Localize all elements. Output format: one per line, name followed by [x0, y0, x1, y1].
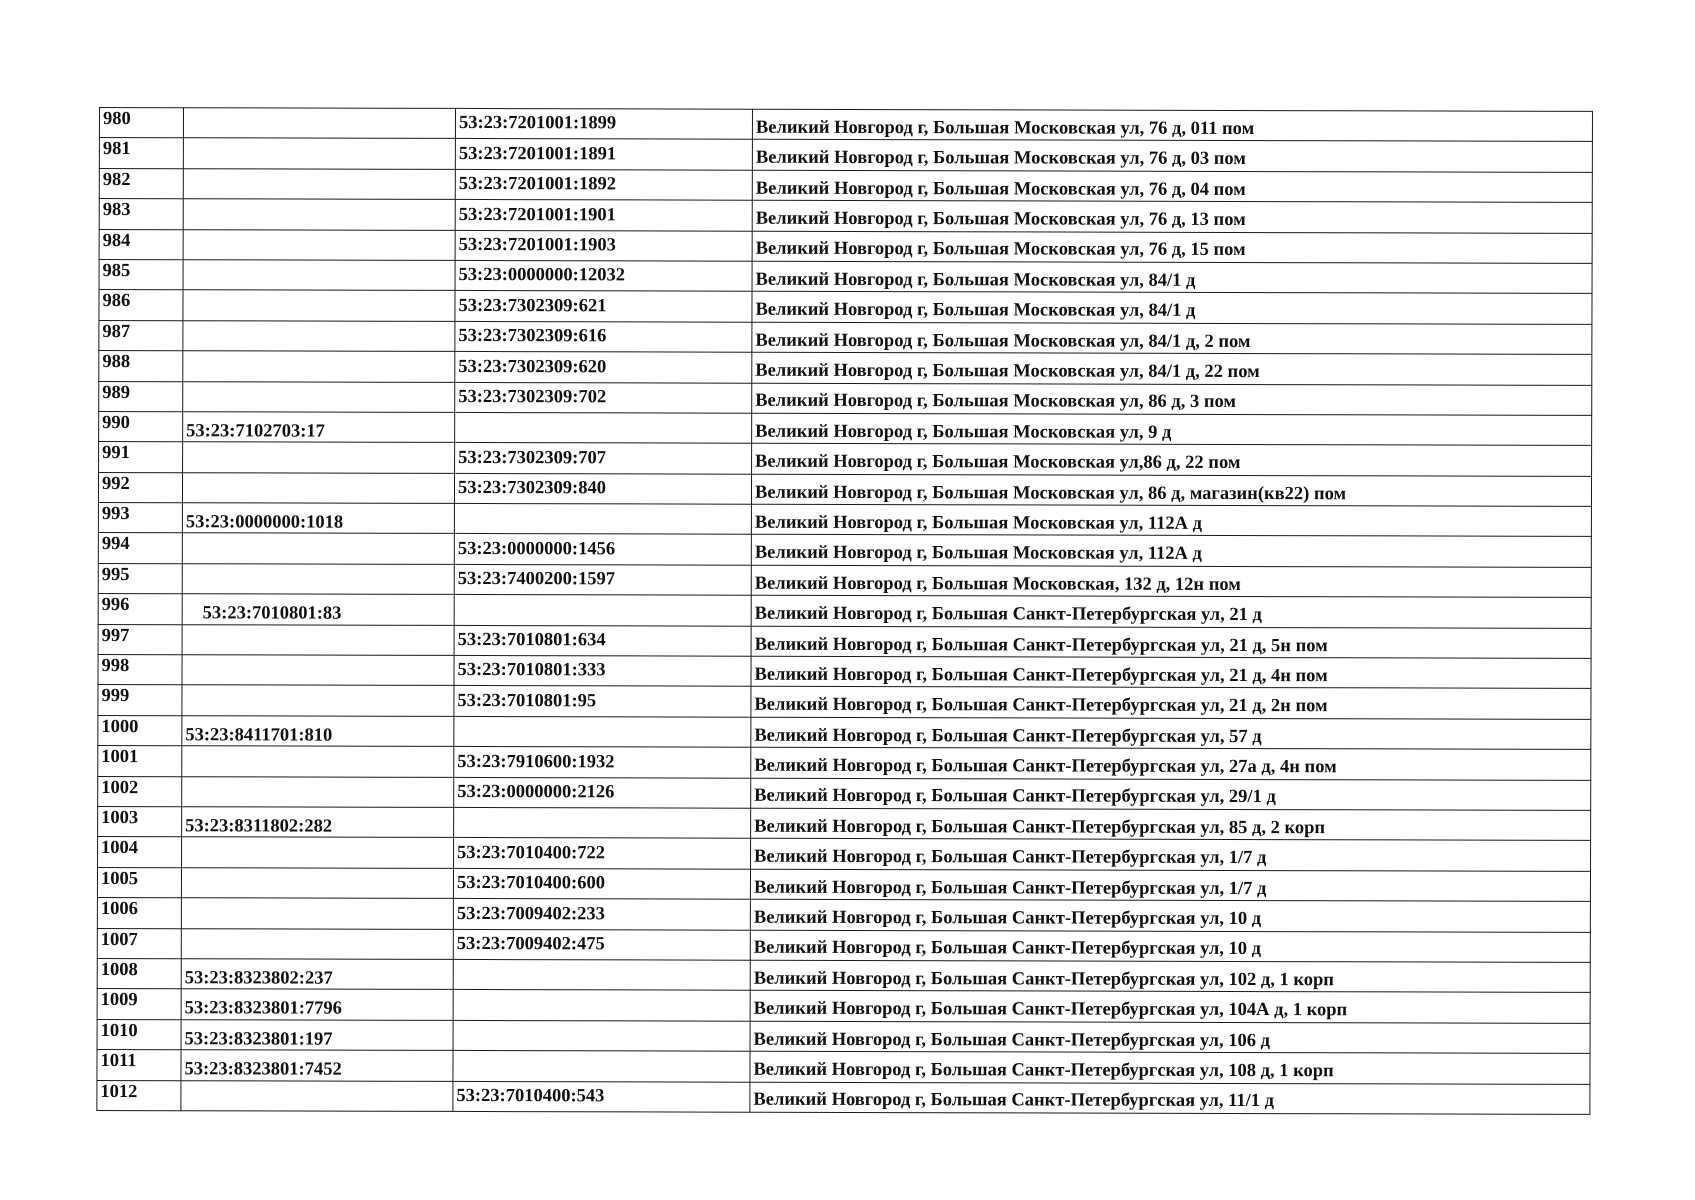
row-number-cell: 995: [98, 563, 182, 594]
address-cell: Великий Новгород г, Большая Московская ул, 84/1 д, 22 пом: [752, 352, 1592, 385]
land-cadastral-number-cell: 53:23:7010801:83: [182, 594, 454, 625]
table-row: [99, 229, 1592, 263]
table-row: [99, 351, 1592, 385]
address-cell: Великий Новгород г, Большая Санкт-Петербургская ул, 21 д, 5н пом: [751, 626, 1591, 659]
row-number-cell: 1008: [97, 958, 181, 989]
land-cadastral-number-cell: [182, 624, 454, 655]
row-number-cell: 997: [98, 624, 182, 655]
address-cell: Великий Новгород г, Большая Санкт-Петербургская ул, 21 д, 2н пом: [751, 687, 1591, 720]
object-cadastral-number-cell: 53:23:7201001:1903: [455, 230, 752, 261]
land-cadastral-number-cell: 53:23:8323802:237: [181, 959, 453, 990]
address-cell: Великий Новгород г, Большая Санкт-Петербургская ул, 108 д, 1 корп: [750, 1051, 1590, 1084]
object-cadastral-number-cell: 53:23:7201001:1901: [455, 200, 752, 231]
table-row: [97, 867, 1590, 901]
object-cadastral-number-cell: 53:23:7302309:702: [455, 382, 752, 413]
table-row: [98, 746, 1591, 780]
land-cadastral-number-cell: [183, 138, 455, 169]
row-number-cell: 1011: [97, 1050, 181, 1081]
address-cell: Великий Новгород г, Большая Московская ул, 86 д, 3 пом: [752, 383, 1592, 416]
table-row: [99, 138, 1592, 172]
land-cadastral-number-cell: [181, 1080, 453, 1111]
table-row: [98, 624, 1591, 658]
address-cell: Великий Новгород г, Большая Санкт-Петербургская ул, 10 д: [750, 930, 1590, 963]
table-row: [98, 503, 1591, 537]
address-cell: Великий Новгород г, Большая Санкт-Петербургская ул, 29/1 д: [751, 778, 1591, 811]
land-cadastral-number-cell: [183, 229, 455, 260]
land-cadastral-number-cell: [183, 199, 455, 230]
object-cadastral-number-cell: 53:23:0000000:12032: [455, 260, 752, 291]
row-number-cell: 991: [99, 442, 183, 473]
object-cadastral-number-cell: 53:23:7010400:600: [453, 868, 750, 899]
object-cadastral-number-cell: 53:23:7010801:95: [454, 686, 751, 717]
land-cadastral-number-cell: 53:23:8323801:7452: [181, 1050, 453, 1081]
address-cell: Великий Новгород г, Большая Московская ул, 112А д: [751, 504, 1591, 537]
object-cadastral-number-cell: 53:23:7910600:1932: [454, 747, 751, 778]
object-cadastral-number-cell: [455, 412, 752, 443]
table-row: [97, 1050, 1590, 1084]
land-cadastral-number-cell: 53:23:8411701:810: [182, 716, 454, 747]
table-row: [99, 199, 1592, 233]
row-number-cell: 989: [99, 381, 183, 412]
table-row: [99, 290, 1592, 324]
row-number-cell: 987: [99, 320, 183, 351]
table-row: [99, 442, 1592, 476]
table-row: [97, 928, 1590, 962]
object-cadastral-number-cell: 53:23:7400200:1597: [454, 564, 751, 595]
land-cadastral-number-cell: 53:23:8311802:282: [182, 807, 454, 838]
row-number-cell: 996: [98, 594, 182, 625]
address-cell: Великий Новгород г, Большая Санкт-Петербургская ул, 21 д, 4н пом: [751, 656, 1591, 689]
row-number-cell: 981: [99, 138, 183, 169]
land-cadastral-number-cell: [183, 290, 455, 321]
row-number-cell: 1004: [98, 837, 182, 868]
land-cadastral-number-cell: 53:23:8323801:7796: [181, 989, 453, 1020]
land-cadastral-number-cell: [181, 867, 453, 898]
address-cell: Великий Новгород г, Большая Санкт-Петербургская ул, 21 д: [751, 595, 1591, 628]
row-number-cell: 980: [99, 108, 183, 139]
address-cell: Великий Новгород г, Большая Санкт-Петербургская ул, 104А д, 1 корп: [750, 991, 1590, 1024]
land-cadastral-number-cell: [181, 898, 453, 929]
object-cadastral-number-cell: 53:23:7302309:707: [455, 443, 752, 474]
row-number-cell: 982: [99, 168, 183, 199]
land-cadastral-number-cell: [182, 746, 454, 777]
object-cadastral-number-cell: 53:23:7302309:621: [455, 291, 752, 322]
table-row: [97, 898, 1590, 932]
land-cadastral-number-cell: [183, 320, 455, 351]
row-number-cell: 1002: [98, 776, 182, 807]
table-row: [98, 776, 1591, 810]
object-cadastral-number-cell: [454, 807, 751, 838]
land-cadastral-number-cell: [183, 260, 455, 291]
address-cell: Великий Новгород г, Большая Московская ул, 76 д, 15 пом: [752, 231, 1592, 264]
table-row: [98, 655, 1591, 689]
land-cadastral-number-cell: [181, 928, 453, 959]
table-row: [98, 594, 1591, 628]
object-cadastral-number-cell: 53:23:7009402:233: [453, 899, 750, 930]
table-row: [98, 837, 1591, 871]
object-cadastral-number-cell: 53:23:7010801:634: [454, 625, 751, 656]
table-row: [98, 533, 1591, 567]
land-cadastral-number-cell: 53:23:7102703:17: [183, 412, 455, 443]
object-cadastral-number-cell: 53:23:7010400:722: [454, 838, 751, 869]
table-row: [99, 381, 1592, 415]
object-cadastral-number-cell: 53:23:7010400:543: [453, 1081, 750, 1112]
row-number-cell: 983: [99, 199, 183, 230]
row-number-cell: 1007: [97, 928, 181, 959]
object-cadastral-number-cell: 53:23:7009402:475: [453, 929, 750, 960]
row-number-cell: 1005: [97, 867, 181, 898]
address-cell: Великий Новгород г, Большая Санкт-Петербургская ул, 106 д: [750, 1021, 1590, 1054]
land-cadastral-number-cell: [183, 169, 455, 200]
land-cadastral-number-cell: 53:23:0000000:1018: [182, 503, 454, 534]
row-number-cell: 998: [98, 655, 182, 686]
object-cadastral-number-cell: 53:23:7201001:1899: [455, 108, 752, 139]
table-row: [99, 411, 1592, 445]
address-cell: Великий Новгород г, Большая Санкт-Петербургская ул, 57 д: [751, 717, 1591, 750]
object-cadastral-number-cell: [453, 959, 750, 990]
row-number-cell: 994: [98, 533, 182, 564]
object-cadastral-number-cell: [454, 504, 751, 535]
table-row: [98, 472, 1591, 506]
address-cell: Великий Новгород г, Большая Московская ул,86 д, 22 пом: [752, 444, 1592, 477]
land-cadastral-number-cell: [182, 776, 454, 807]
row-number-cell: 999: [98, 685, 182, 716]
table-row: [99, 259, 1592, 293]
address-cell: Великий Новгород г, Большая Санкт-Петербургская ул, 1/7 д: [751, 839, 1591, 872]
table-row: [98, 563, 1591, 597]
land-cadastral-number-cell: [182, 685, 454, 716]
table-row: [98, 685, 1591, 719]
table-row: [99, 108, 1592, 142]
land-cadastral-number-cell: 53:23:8323801:197: [181, 1019, 453, 1050]
object-cadastral-number-cell: [453, 1020, 750, 1051]
row-number-cell: 1001: [98, 746, 182, 777]
table-row: [99, 168, 1592, 202]
address-cell: Великий Новгород г, Большая Московская ул, 76 д, 011 пом: [752, 109, 1592, 142]
land-cadastral-number-cell: [183, 108, 455, 139]
row-number-cell: 985: [99, 259, 183, 290]
object-cadastral-number-cell: 53:23:7201001:1891: [455, 139, 752, 170]
address-cell: Великий Новгород г, Большая Санкт-Петербургская ул, 10 д: [750, 899, 1590, 932]
registry-table: [96, 107, 1593, 1115]
land-cadastral-number-cell: [182, 533, 454, 564]
row-number-cell: 984: [99, 229, 183, 260]
land-cadastral-number-cell: [183, 351, 455, 382]
address-cell: Великий Новгород г, Большая Санкт-Петербургская ул, 102 д, 1 корп: [750, 960, 1590, 993]
row-number-cell: 992: [98, 472, 182, 503]
table-row: [99, 320, 1592, 354]
table-row: [98, 715, 1591, 749]
land-cadastral-number-cell: [182, 472, 454, 503]
row-number-cell: 988: [99, 351, 183, 382]
row-number-cell: 1003: [98, 806, 182, 837]
address-cell: Великий Новгород г, Большая Московская ул, 9 д: [752, 413, 1592, 446]
object-cadastral-number-cell: 53:23:7302309:616: [455, 321, 752, 352]
address-cell: Великий Новгород г, Большая Санкт-Петербургская ул, 1/7 д: [750, 869, 1590, 902]
table-row: [97, 958, 1590, 992]
row-number-cell: 1006: [97, 898, 181, 929]
address-cell: Великий Новгород г, Большая Санкт-Петербургская ул, 11/1 д: [750, 1082, 1590, 1115]
registry-table-body: [97, 108, 1593, 1115]
address-cell: Великий Новгород г, Большая Московская ул, 84/1 д: [752, 292, 1592, 325]
land-cadastral-number-cell: [182, 837, 454, 868]
object-cadastral-number-cell: 53:23:7010801:333: [454, 655, 751, 686]
row-number-cell: 993: [98, 503, 182, 534]
row-number-cell: 1000: [98, 715, 182, 746]
object-cadastral-number-cell: 53:23:7302309:620: [455, 352, 752, 383]
address-cell: Великий Новгород г, Большая Московская ул, 86 д, магазин(кв22) пом: [751, 474, 1591, 507]
land-cadastral-number-cell: [182, 655, 454, 686]
table-row: [97, 1019, 1590, 1053]
address-cell: Великий Новгород г, Большая Московская ул, 76 д, 03 пом: [752, 140, 1592, 173]
address-cell: Великий Новгород г, Большая Московская ул, 84/1 д: [752, 261, 1592, 294]
object-cadastral-number-cell: [454, 595, 751, 626]
row-number-cell: 1010: [97, 1019, 181, 1050]
object-cadastral-number-cell: [454, 716, 751, 747]
address-cell: Великий Новгород г, Большая Московская, 132 д, 12н пом: [751, 565, 1591, 598]
row-number-cell: 986: [99, 290, 183, 321]
address-cell: Великий Новгород г, Большая Московская ул, 112А д: [751, 535, 1591, 568]
row-number-cell: 1009: [97, 989, 181, 1020]
object-cadastral-number-cell: [453, 990, 750, 1021]
land-cadastral-number-cell: [183, 442, 455, 473]
land-cadastral-number-cell: [183, 381, 455, 412]
object-cadastral-number-cell: 53:23:0000000:1456: [454, 534, 751, 565]
address-cell: Великий Новгород г, Большая Санкт-Петербургская ул, 85 д, 2 корп: [751, 808, 1591, 841]
table-row: [97, 989, 1590, 1023]
address-cell: Великий Новгород г, Большая Московская ул, 76 д, 13 пом: [752, 200, 1592, 233]
table-row: [98, 806, 1591, 840]
object-cadastral-number-cell: 53:23:7302309:840: [454, 473, 751, 504]
object-cadastral-number-cell: [453, 1051, 750, 1082]
address-cell: Великий Новгород г, Большая Санкт-Петербургская ул, 27а д, 4н пом: [751, 747, 1591, 780]
address-cell: Великий Новгород г, Большая Московская ул, 76 д, 04 пом: [752, 170, 1592, 203]
address-cell: Великий Новгород г, Большая Московская ул, 84/1 д, 2 пом: [752, 322, 1592, 355]
table-row: [97, 1080, 1590, 1114]
row-number-cell: 1012: [97, 1080, 181, 1111]
object-cadastral-number-cell: 53:23:7201001:1892: [455, 169, 752, 200]
row-number-cell: 990: [99, 411, 183, 442]
object-cadastral-number-cell: 53:23:0000000:2126: [454, 777, 751, 808]
land-cadastral-number-cell: [182, 564, 454, 595]
